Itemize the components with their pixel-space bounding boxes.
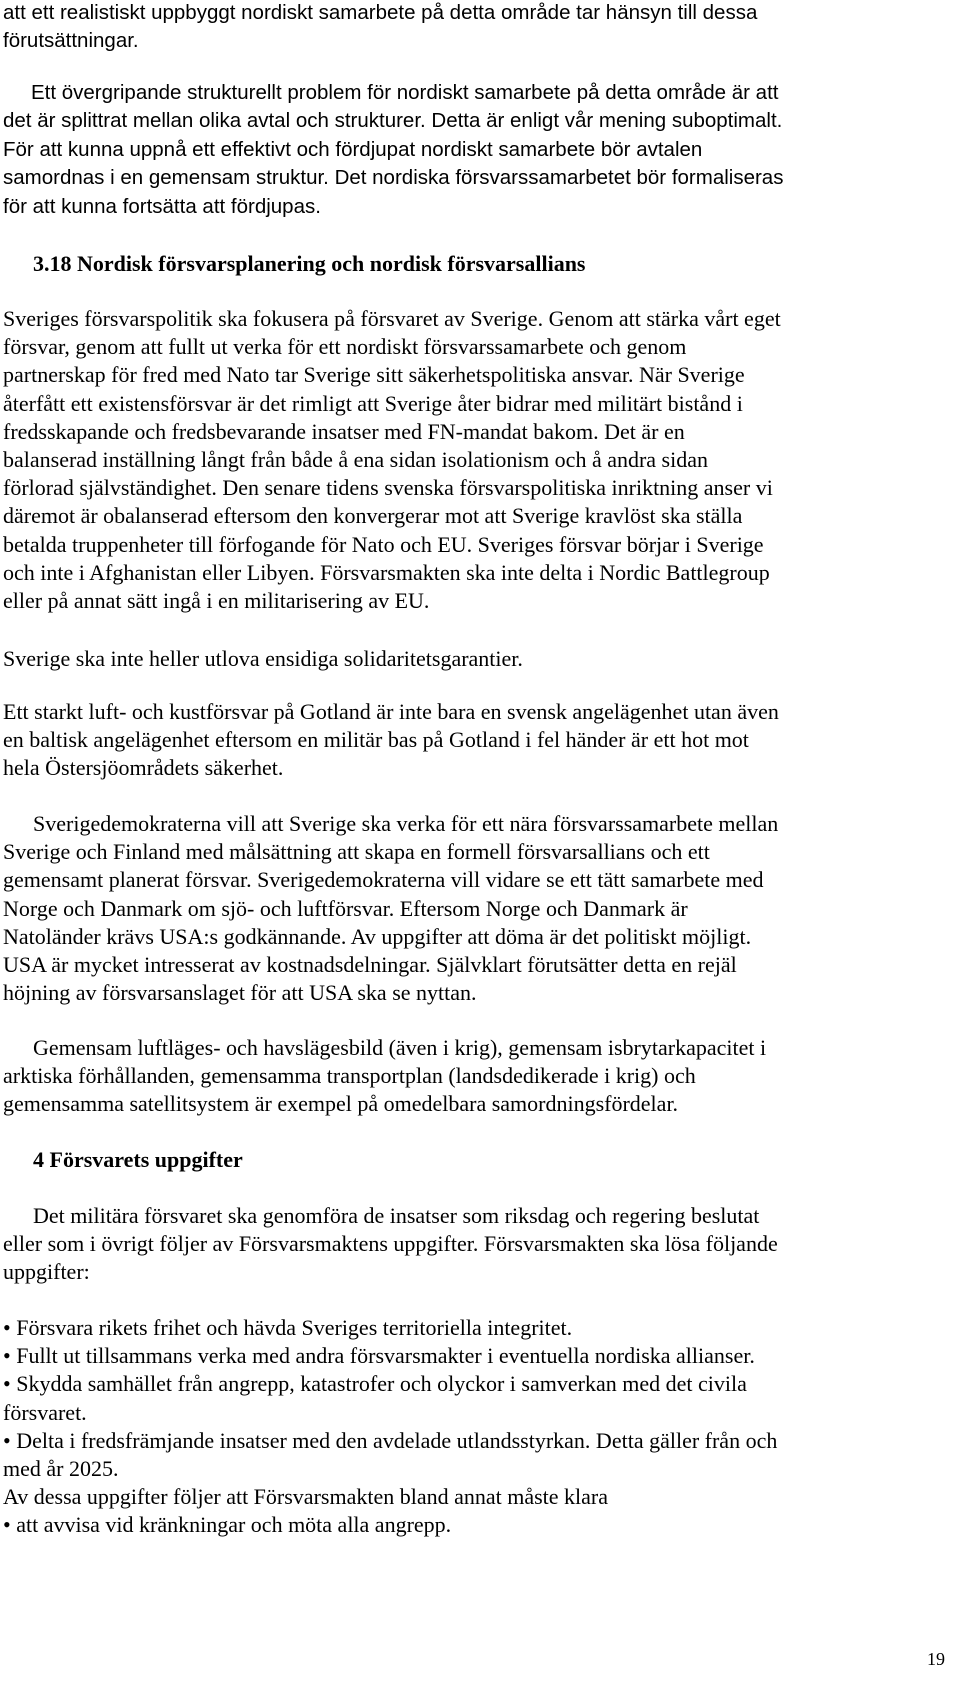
text-line: återfått ett existensförsvar är det rimligt att Sverige åter bidrar med militärt bistånd i xyxy=(3,390,743,416)
text-line: gemensamma satellitsystem är exempel på omedelbara samordningsfördelar. xyxy=(3,1091,679,1117)
text-line: höjning av försvarsanslaget för att USA ska se nyttan. xyxy=(3,980,477,1006)
list-item: • Försvara rikets frihet och hävda Sveriges territoriella integritet. xyxy=(3,1315,573,1340)
paragraph-structural-problem xyxy=(3,79,955,221)
text-line: betalda truppenheter till förfogande för Nato och EU. Sveriges försvar börjar i Sverige xyxy=(3,531,764,557)
text-line: eller som i övrigt följer av Försvarsmaktens uppgifter. Försvarsmakten ska lösa följande xyxy=(3,1231,778,1257)
text-line: Sveriges försvarspolitik ska fokusera på försvaret av Sverige. Genom att stärka vårt eget xyxy=(3,306,781,331)
section-heading-4 xyxy=(3,1146,955,1174)
text-line: Natoländer krävs USA:s godkännande. Av uppgifter att döma är det politiskt möjligt. xyxy=(3,923,752,949)
text-line: Sverige och Finland med målsättning att skapa en formell försvarsallians och ett xyxy=(3,839,710,865)
text-line: Ett övergripande strukturellt problem för nordiskt samarbete på detta område är att xyxy=(31,81,779,104)
text-line: Ett starkt luft- och kustförsvar på Gotland är inte bara en svensk angelägenhet utan även xyxy=(3,699,779,724)
text-line: uppgifter: xyxy=(3,1259,90,1285)
text-line: däremot är obalanserad eftersom den konvergerar mot att Sverige kravlöst ska ställa xyxy=(3,503,743,529)
text-line: samordnas i en gemensam struktur. Det nordiska försvarssamarbetet bör formaliseras xyxy=(3,166,784,190)
section-heading-3-18 xyxy=(3,250,955,278)
paragraph-intro-continuation xyxy=(3,0,955,56)
paragraph-defence-tasks xyxy=(3,1202,955,1287)
list-item: Av dessa uppgifter följer att Försvarsmakten bland annat måste klara xyxy=(3,1484,609,1510)
text-line: arktiska förhållanden, gemensamma transportplan (landsdedikerade i krig) och xyxy=(3,1063,696,1089)
text-line: Sverigedemokraterna vill att Sverige ska verka för ett nära försvarssamarbete mellan xyxy=(33,811,779,836)
text-line: hela Östersjöområdets säkerhet. xyxy=(3,755,284,781)
text-line: Sverige ska inte heller utlova ensidiga solidaritetsgarantier. xyxy=(3,646,523,671)
text-line: att ett realistiskt uppbyggt nordiskt samarbete på detta område tar hänsyn till dessa xyxy=(3,1,758,24)
text-line: eller på annat sätt ingå i en militarisering av EU. xyxy=(3,588,430,614)
text-line: försvar, genom att fullt ut verka för ett nordiskt försvarssamarbete och genom xyxy=(3,334,687,360)
text-line: USA är mycket intresserat av kostnadsdelningar. Självklart förutsätter detta en rejäl xyxy=(3,952,737,978)
paragraph-gotland xyxy=(3,698,955,783)
text-line: Gemensam luftläges- och havslägesbild (även i krig), gemensam isbrytarkapacitet i xyxy=(33,1035,767,1060)
heading-text: 4 Försvarets uppgifter xyxy=(33,1147,243,1172)
list-item: • Delta i fredsfrämjande insatser med den avdelade utlandsstyrkan. Detta gäller från och xyxy=(3,1427,778,1453)
text-line: fredsskapande och fredsbevarande insatser med FN-mandat bakom. Det är en xyxy=(3,418,685,444)
text-line: förlorad självständighet. Den senare tidens svenska försvarspolitiska inriktning anser vi xyxy=(3,475,773,501)
text-line: partnerskap för fred med Nato tar Sverige sitt säkerhetspolitiska ansvar. När Sverige xyxy=(3,362,745,388)
task-bullet-list xyxy=(3,1314,955,1540)
text-line: det är splittrat mellan olika avtal och strukturer. Detta är enligt vår mening suboptimalt. xyxy=(3,109,783,133)
list-item: • Skydda samhället från angrepp, katastrofer och olyckor i samverkan med det civila xyxy=(3,1371,747,1397)
text-line: för att kunna fortsätta att fördjupas. xyxy=(3,194,321,218)
paragraph-defence-policy xyxy=(3,305,955,615)
paragraph-nordic-alliance xyxy=(3,810,955,1007)
page-number: 19 xyxy=(927,1649,945,1669)
list-item: • Fullt ut tillsammans verka med andra försvarsmakter i eventuella nordiska allianser. xyxy=(3,1343,755,1369)
text-line: Det militära försvaret ska genomföra de insatser som riksdag och regering beslutat xyxy=(33,1203,760,1228)
list-item: med år 2025. xyxy=(3,1456,119,1482)
paragraph-coordination-benefits xyxy=(3,1034,955,1119)
text-line: en baltisk angelägenhet eftersom en militär bas på Gotland i fel händer är ett hot mot xyxy=(3,727,749,753)
text-line: och inte i Afghanistan eller Libyen. Försvarsmakten ska inte delta i Nordic Battlegroup xyxy=(3,559,770,585)
list-item: försvaret. xyxy=(3,1399,87,1425)
text-line: balanserad inställning långt från både å ena sidan isolationism och å andra sidan xyxy=(3,447,708,473)
list-item: • att avvisa vid kränkningar och möta alla angrepp. xyxy=(3,1512,452,1538)
text-line: gemensamt planerat försvar. Sverigedemokraterna vill vidare se ett tätt samarbete med xyxy=(3,867,764,893)
heading-text: 3.18 Nordisk försvarsplanering och nordisk försvarsallians xyxy=(33,251,586,276)
text-line: Norge och Danmark om sjö- och luftförsvar. Eftersom Norge och Danmark är xyxy=(3,895,688,921)
text-line: För att kunna uppnå ett effektivt och fördjupat nordiskt samarbete bör avtalen xyxy=(3,137,703,161)
text-line: förutsättningar. xyxy=(3,29,139,53)
paragraph-solidarity xyxy=(3,645,955,673)
